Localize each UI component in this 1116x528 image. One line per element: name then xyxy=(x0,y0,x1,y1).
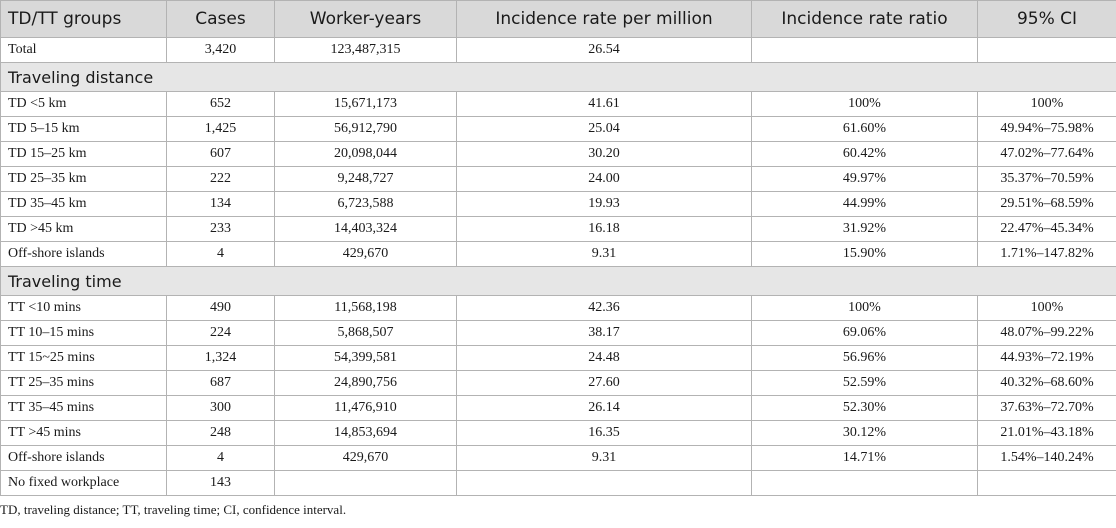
cell-worker-years: 14,853,694 xyxy=(275,421,457,446)
table-row xyxy=(1,217,1116,242)
cell-ratio: 30.12% xyxy=(752,421,978,446)
table-row xyxy=(1,371,1116,396)
cell-rate: 41.61 xyxy=(457,92,752,117)
row-label: TD <5 km xyxy=(1,92,167,117)
cell-ratio: 56.96% xyxy=(752,346,978,371)
table-row xyxy=(1,446,1116,471)
cell-worker-years: 54,399,581 xyxy=(275,346,457,371)
section-header-row xyxy=(1,63,1116,92)
table-row xyxy=(1,346,1116,371)
cell-cases: 300 xyxy=(167,396,275,421)
row-label: TD 5–15 km xyxy=(1,117,167,142)
header-rate-ratio: Incidence rate ratio xyxy=(752,1,978,38)
total-row xyxy=(1,38,1116,63)
cell-ratio: 61.60% xyxy=(752,117,978,142)
header-cases: Cases xyxy=(167,1,275,38)
cell-rate: 24.00 xyxy=(457,167,752,192)
cell-cases: 233 xyxy=(167,217,275,242)
cell-ratio: 60.42% xyxy=(752,142,978,167)
table-row xyxy=(1,192,1116,217)
cell-ratio xyxy=(752,38,978,63)
cell-rate: 9.31 xyxy=(457,242,752,267)
cell-rate: 27.60 xyxy=(457,371,752,396)
table-row xyxy=(1,117,1116,142)
cell-ratio: 69.06% xyxy=(752,321,978,346)
cell-ci: 21.01%–43.18% xyxy=(978,421,1116,446)
row-label: Off-shore islands xyxy=(1,446,167,471)
section-header-row xyxy=(1,267,1116,296)
row-label: No fixed workplace xyxy=(1,471,167,496)
cell-ci: 100% xyxy=(978,92,1116,117)
cell-ratio: 100% xyxy=(752,296,978,321)
cell-worker-years: 429,670 xyxy=(275,446,457,471)
row-label: TD 15–25 km xyxy=(1,142,167,167)
cell-rate: 25.04 xyxy=(457,117,752,142)
cell-worker-years: 15,671,173 xyxy=(275,92,457,117)
table-row xyxy=(1,92,1116,117)
row-label: TD 25–35 km xyxy=(1,167,167,192)
cell-worker-years: 9,248,727 xyxy=(275,167,457,192)
cell-rate: 42.36 xyxy=(457,296,752,321)
cell-ci: 40.32%–68.60% xyxy=(978,371,1116,396)
cell-ratio: 14.71% xyxy=(752,446,978,471)
cell-rate: 24.48 xyxy=(457,346,752,371)
table-row xyxy=(1,396,1116,421)
cell-cases: 224 xyxy=(167,321,275,346)
table-row xyxy=(1,471,1116,496)
cell-worker-years: 11,568,198 xyxy=(275,296,457,321)
cell-ci xyxy=(978,471,1116,496)
cell-ci: 29.51%–68.59% xyxy=(978,192,1116,217)
cell-worker-years: 24,890,756 xyxy=(275,371,457,396)
cell-rate: 16.35 xyxy=(457,421,752,446)
cell-ratio: 52.59% xyxy=(752,371,978,396)
row-label: Off-shore islands xyxy=(1,242,167,267)
cell-ratio: 49.97% xyxy=(752,167,978,192)
cell-ci xyxy=(978,38,1116,63)
cell-cases: 607 xyxy=(167,142,275,167)
cell-worker-years: 6,723,588 xyxy=(275,192,457,217)
cell-rate: 16.18 xyxy=(457,217,752,242)
header-groups: TD/TT groups xyxy=(1,1,167,38)
row-label: TT 35–45 mins xyxy=(1,396,167,421)
header-worker-years: Worker-years xyxy=(275,1,457,38)
cell-ratio: 100% xyxy=(752,92,978,117)
cell-ci: 48.07%–99.22% xyxy=(978,321,1116,346)
row-label: TT 10–15 mins xyxy=(1,321,167,346)
header-ci: 95% CI xyxy=(978,1,1116,38)
cell-worker-years: 429,670 xyxy=(275,242,457,267)
row-label: Total xyxy=(1,38,167,63)
cell-ci: 44.93%–72.19% xyxy=(978,346,1116,371)
cell-ratio xyxy=(752,471,978,496)
cell-worker-years: 123,487,315 xyxy=(275,38,457,63)
cell-rate: 38.17 xyxy=(457,321,752,346)
cell-ci: 1.71%–147.82% xyxy=(978,242,1116,267)
cell-rate: 19.93 xyxy=(457,192,752,217)
cell-cases: 143 xyxy=(167,471,275,496)
cell-cases: 4 xyxy=(167,242,275,267)
cell-worker-years: 56,912,790 xyxy=(275,117,457,142)
cell-cases: 134 xyxy=(167,192,275,217)
cell-ci: 22.47%–45.34% xyxy=(978,217,1116,242)
cell-worker-years: 20,098,044 xyxy=(275,142,457,167)
row-label: TD >45 km xyxy=(1,217,167,242)
cell-ratio: 15.90% xyxy=(752,242,978,267)
cell-ci: 100% xyxy=(978,296,1116,321)
row-label: TT <10 mins xyxy=(1,296,167,321)
cell-cases: 1,324 xyxy=(167,346,275,371)
cell-rate xyxy=(457,471,752,496)
table-row xyxy=(1,142,1116,167)
row-label: TT >45 mins xyxy=(1,421,167,446)
row-label: TT 15~25 mins xyxy=(1,346,167,371)
cell-worker-years: 11,476,910 xyxy=(275,396,457,421)
cell-cases: 4 xyxy=(167,446,275,471)
cell-cases: 1,425 xyxy=(167,117,275,142)
table-row xyxy=(1,321,1116,346)
cell-rate: 9.31 xyxy=(457,446,752,471)
table-row xyxy=(1,167,1116,192)
cell-cases: 687 xyxy=(167,371,275,396)
cell-ci: 1.54%–140.24% xyxy=(978,446,1116,471)
section-title: Traveling time xyxy=(1,267,1116,296)
table-row xyxy=(1,296,1116,321)
cell-cases: 222 xyxy=(167,167,275,192)
cell-worker-years: 14,403,324 xyxy=(275,217,457,242)
cell-cases: 248 xyxy=(167,421,275,446)
cell-ratio: 52.30% xyxy=(752,396,978,421)
row-label: TT 25–35 mins xyxy=(1,371,167,396)
cell-worker-years: 5,868,507 xyxy=(275,321,457,346)
cell-ci: 47.02%–77.64% xyxy=(978,142,1116,167)
table-footnote: TD, traveling distance; TT, traveling time; CI, confidence interval. xyxy=(0,502,347,517)
cell-rate: 26.54 xyxy=(457,38,752,63)
cell-ci: 37.63%–72.70% xyxy=(978,396,1116,421)
table-row xyxy=(1,421,1116,446)
cell-worker-years xyxy=(275,471,457,496)
cell-cases: 490 xyxy=(167,296,275,321)
cell-ci: 35.37%–70.59% xyxy=(978,167,1116,192)
cell-ratio: 44.99% xyxy=(752,192,978,217)
cell-rate: 26.14 xyxy=(457,396,752,421)
cell-ratio: 31.92% xyxy=(752,217,978,242)
table-row xyxy=(1,242,1116,267)
cell-cases: 652 xyxy=(167,92,275,117)
cell-cases: 3,420 xyxy=(167,38,275,63)
cell-rate: 30.20 xyxy=(457,142,752,167)
header-row xyxy=(1,1,1116,38)
header-incidence-rate: Incidence rate per million xyxy=(457,1,752,38)
cell-ci: 49.94%–75.98% xyxy=(978,117,1116,142)
row-label: TD 35–45 km xyxy=(1,192,167,217)
section-title: Traveling distance xyxy=(1,63,1116,92)
